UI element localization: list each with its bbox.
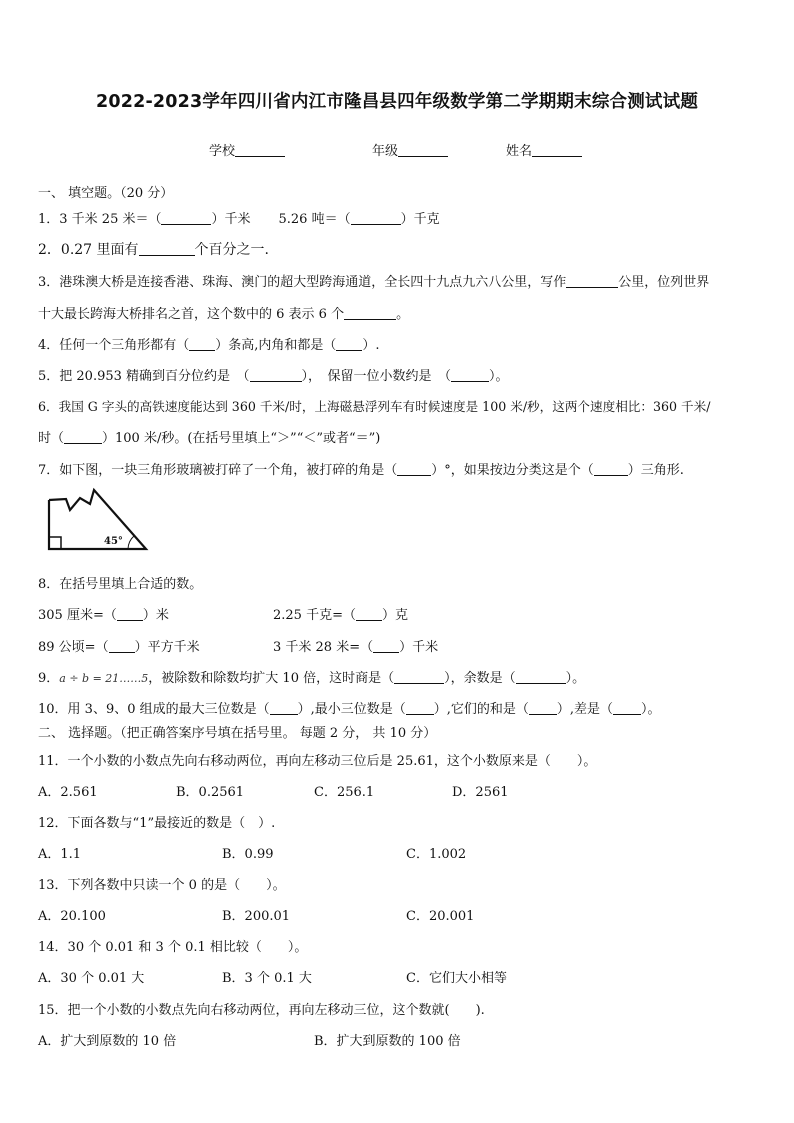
q9-blank-2 [516,671,566,684]
question-14-stem: 14．30 个 0.01 和 3 个 0.1 相比较（ ）。 [38,940,308,955]
question-3-line-1 [38,271,709,290]
q9-number: 9． [38,671,60,686]
question-8-r2-left [38,636,200,655]
question-13-stem: 13．下列各数中只读一个 0 的是（ ）。 [38,878,286,893]
question-6-line-1: 6．我国 G 字头的高铁速度能达到 360 千米/时，上海磁悬浮列车有时候速度是 100 米/秒，这两个速度相比：360 千米/ [38,399,711,414]
q9-text-c: ）。 [565,671,586,686]
exam-title: 2022-2023学年四川省内江市隆昌县四年级数学第二学期期末综合测试试题 [95,92,699,112]
grade-blank [398,144,448,157]
q1-blank-1 [161,212,211,225]
q3-blank-2 [344,307,396,320]
q8-text: ）千米 [399,640,439,655]
q10-blank [529,702,557,715]
q8-blank [356,608,382,621]
q7-text-b: ）°，如果按边分类这是个（ [431,463,594,478]
q3-text-d: 。 [396,307,410,322]
question-11-stem: 11．一个小数的小数点先向右移动两位，再向左移动三位后是 25.61，这个小数原来是（ ）。 [38,754,597,769]
triangle-diagram [46,484,156,554]
q4-text-b: ）条高,内角和都是（ [215,338,337,353]
question-4 [38,334,380,353]
question-8-stem: 8．在括号里填上合适的数。 [38,577,203,592]
q7-blank-2 [594,463,628,476]
q10-text: ）,最小三位数是（ [297,702,406,717]
q1-text-a: 1．3 千米 25 米＝（ [38,212,162,227]
question-6-line-2 [38,427,380,446]
q7-text-a: 7．如下图，一块三角形玻璃被打碎了一个角，被打碎的角是（ [38,463,398,478]
question-5 [38,365,509,384]
q8-text: ）克 [381,608,408,623]
angle-label: 45° [104,536,123,547]
q11-option-d[interactable]: D．2561 [452,785,509,800]
section-fill-blank: 一、 填空题。（20 分） [38,186,174,201]
q8-text: ）平方千米 [134,640,200,655]
question-12-stem: 12．下面各数与“1”最接近的数是（ ）. [38,816,276,831]
q14-option-c[interactable]: C．它们大小相等 [406,971,507,986]
q13-option-b[interactable]: B．200.01 [222,909,291,924]
grade-field [372,140,448,159]
name-label: 姓名 [506,144,533,159]
question-8-r1-left [38,604,169,623]
q10-blank [406,702,434,715]
q8-text: 2.25 千克=（ [273,608,356,623]
q13-option-a[interactable]: A．20.100 [38,909,106,924]
question-2 [38,239,269,259]
q14-option-a[interactable]: A．30 个 0.01 大 [38,971,145,986]
right-angle-mark [49,537,61,549]
q11-option-c[interactable]: C．256.1 [314,785,375,800]
q6-text-b: ）100 米/秒。(在括号里填上“＞”“＜”或者“＝”) [102,431,381,446]
q2-text-b: 个百分之一. [194,242,269,258]
q8-blank [109,640,135,653]
broken-triangle-figure [46,484,156,558]
q3-text-b: 公里，位列世界 [618,275,710,290]
q8-text: ）米 [142,608,169,623]
q5-text-b: ）， 保留一位小数约是 （ [301,369,452,384]
q10-text: ）。 [641,702,661,717]
school-field [209,140,285,159]
name-blank [532,144,582,157]
q4-blank-1 [189,338,215,351]
q5-blank-2 [451,369,489,382]
q10-text: ）,差是（ [556,702,614,717]
q12-option-a[interactable]: A．1.1 [38,847,82,862]
q11-option-b[interactable]: B．0.2561 [176,785,245,800]
q8-text: 3 千米 28 米=（ [273,640,374,655]
q10-blank [270,702,298,715]
q8-blank [117,608,143,621]
q10-text: 10．用 3、9、0 组成的最大三位数是（ [38,702,270,717]
q15-option-b[interactable]: B．扩大到原数的 100 倍 [314,1034,461,1049]
q3-blank-1 [566,275,618,288]
q12-option-c[interactable]: C．1.002 [406,847,467,862]
question-8-r1-right [273,604,408,623]
q12-option-b[interactable]: B．0.99 [222,847,274,862]
q1-text-d: ）千克 [400,212,440,227]
q9-blank-1 [394,671,444,684]
q9-text-a: ，被除数和除数均扩大 10 倍，这时商是（ [148,671,395,686]
q9-formula: a ÷ b = 21……5 [59,672,149,685]
q10-text: ）,它们的和是（ [433,702,529,717]
q8-text: 305 厘米=（ [38,608,117,623]
question-3-line-2 [38,303,409,322]
q1-text-b: ）千米 [211,212,251,227]
question-7 [38,459,684,478]
q5-text-a: 5．把 20.953 精确到百分位约是 （ [38,369,250,384]
q7-blank-1 [397,463,431,476]
q15-option-a[interactable]: A．扩大到原数的 10 倍 [38,1034,177,1049]
q13-option-c[interactable]: C．20.001 [406,909,475,924]
q8-blank [373,640,399,653]
section-choice: 二、 选择题。（把正确答案序号填在括号里。 每题 2 分， 共 10 分） [38,726,437,741]
q3-text-c: 十大最长跨海大桥排名之首，这个数中的 6 表示 6 个 [38,307,345,322]
grade-label: 年级 [372,144,399,159]
name-field [506,140,582,159]
q3-text-a: 3．港珠澳大桥是连接香港、珠海、澳门的超大型跨海通道，全长四十九点九六八公里，写作 [38,275,567,290]
question-10 [38,698,661,717]
q10-blank [613,702,641,715]
q11-option-a[interactable]: A．2.561 [38,785,98,800]
q6-blank [64,431,102,444]
q5-text-c: ）。 [489,369,509,384]
q9-text-b: ），余数是（ [444,671,516,686]
q2-text-a: 2．0.27 里面有 [38,242,139,258]
q1-text-c: 5.26 吨＝（ [278,212,351,227]
q14-option-b[interactable]: B．3 个 0.1 大 [222,971,312,986]
question-15-stem: 15．把一个小数的小数点先向右移动两位，再向左移动三位，这个数就( ). [38,1003,485,1018]
q8-text: 89 公顷=（ [38,640,109,655]
q5-blank-1 [250,369,302,382]
q4-text-a: 4．任何一个三角形都有（ [38,338,190,353]
q4-blank-2 [336,338,362,351]
question-8-r2-right [273,636,438,655]
q7-text-c: ）三角形. [627,463,684,478]
school-label: 学校 [209,144,236,159]
q6-text-a: 时（ [38,431,65,446]
q2-blank [139,243,195,256]
q1-blank-2 [351,212,401,225]
question-1 [38,208,440,227]
q4-text-c: ）. [362,338,380,353]
question-9 [38,667,585,686]
school-blank [235,144,285,157]
